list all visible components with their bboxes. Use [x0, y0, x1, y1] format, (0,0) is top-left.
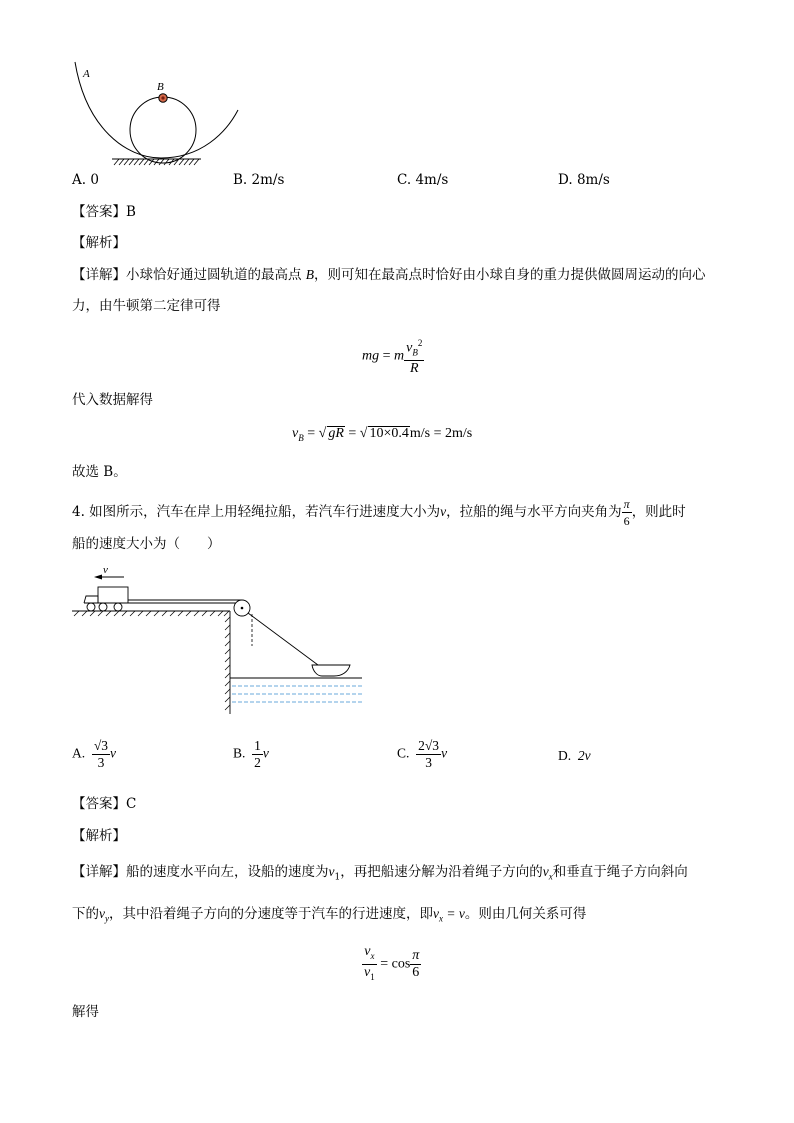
- label-a: A: [83, 68, 90, 80]
- q3-analysis-label: 【解析】: [72, 235, 126, 251]
- answer-label: 【答案】: [72, 204, 126, 220]
- q4-analysis-label: 【解析】: [72, 828, 126, 844]
- loop-circle: [130, 97, 196, 163]
- shore-hatch: [74, 611, 229, 616]
- car: [84, 587, 128, 611]
- q4-stem-line2: 船的速度大小为（ ）: [72, 536, 221, 552]
- q4-option-b: B. $\frac{1}{2}$ v: [233, 738, 269, 770]
- loop-track-diagram: [66, 58, 256, 168]
- q3-detail-line2: 力，由牛顿第二定律可得: [72, 298, 221, 314]
- q3-answer: [72, 202, 136, 222]
- q3-detail-line1: 【详解】小球恰好通过圆轨道的最高点 B，则可知在最高点时恰好由小球自身的重力提供做圆周运动的向心: [72, 267, 706, 283]
- q3-option-d: D. 8m/s: [558, 172, 610, 188]
- q4-answer: [72, 794, 136, 814]
- car-boat-diagram: [72, 562, 372, 722]
- label-b: B: [157, 81, 164, 93]
- q4-option-c: C. $\frac{2√3}{3}$ v: [397, 738, 448, 770]
- q3-equation-2: $v_B$ = √ gR = √ 10×0.4m/s = 2m/s: [292, 426, 473, 443]
- q3-option-a: A. 0: [72, 172, 99, 188]
- answer-value: C: [126, 796, 137, 812]
- wall-hatch: [225, 617, 230, 710]
- answer-label: 【答案】: [72, 796, 126, 812]
- ground-hatch: [114, 159, 199, 165]
- track-curve: [75, 62, 238, 158]
- q4-equation-3: $\frac{v_x}{v_1}$ = cos $\frac{\pi}{6}$: [364, 944, 420, 982]
- boat: [312, 665, 350, 676]
- q3-substitute-text: 代入数据解得: [72, 392, 153, 408]
- q3-conclusion: 故选 B。: [72, 464, 127, 480]
- q4-option-d: D. 2v: [558, 748, 591, 763]
- q3-option-c: C. 4m/s: [397, 172, 449, 188]
- water-lines: [232, 686, 362, 702]
- q3-option-b: B. 2m/s: [233, 172, 285, 188]
- q3-equation-1: mg = m $\frac{v_B^2}{R}$: [362, 335, 424, 377]
- rope-to-boat: [248, 613, 318, 665]
- q4-detail-line2: 下的$v_y$，其中沿着绳子方向的分速度等于汽车的行进速度，即$v_x = v$。则由几何关系可得: [72, 906, 587, 924]
- q4-option-a: A. $\frac{√3}{3}$ v: [72, 738, 117, 770]
- v-label: v: [103, 564, 108, 576]
- q4-solve-text: 解得: [72, 1004, 99, 1020]
- answer-value: B: [126, 204, 136, 220]
- q4-stem-line1: 4. 如图所示，汽车在岸上用轻绳拉船，若汽车行进速度大小为v，拉船的绳与水平方向夹角为 $\frac{\pi}{6}$ ，则此时: [72, 497, 686, 528]
- q4-detail-line1: 【详解】船的速度水平向左，设船的速度为$v_1$，再把船速分解为沿着绳子方向的$v_x$和垂直于绳子方向斜向: [72, 864, 688, 883]
